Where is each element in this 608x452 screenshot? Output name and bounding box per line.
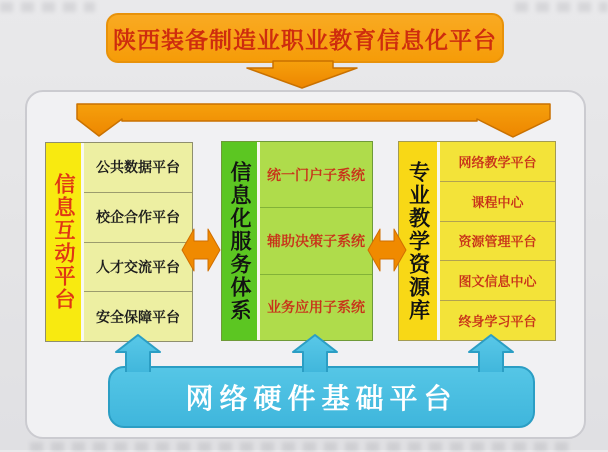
cell-course-center: 课程中心 xyxy=(440,182,555,222)
column-right-cells xyxy=(440,142,555,340)
cell-public-data-platform: 公共数据平台 xyxy=(84,143,192,193)
cell-resource-management-platform: 资源管理平台 xyxy=(440,222,555,262)
column-information-service-system xyxy=(221,141,373,341)
scan-smudge-bottom xyxy=(30,442,575,452)
column-left-cells xyxy=(84,143,192,341)
cell-decision-support-subsystem: 辅助决策子系统 xyxy=(260,208,372,274)
column-left-vertical-label: 信息互动平台 xyxy=(46,143,81,341)
column-right-vertical-label: 专业教学资源库 xyxy=(399,142,437,340)
cell-school-enterprise-platform: 校企合作平台 xyxy=(84,193,192,243)
column-middle-cells xyxy=(260,142,372,340)
title-banner-label: 陕西装备制造业职业教育信息化平台 xyxy=(113,27,497,54)
column-information-interaction xyxy=(45,142,193,342)
cell-business-application-subsystem: 业务应用子系统 xyxy=(267,300,365,317)
title-banner xyxy=(106,13,504,63)
scan-smudge-top-right xyxy=(515,2,608,12)
network-hardware-base-label: 网络硬件基础平台 xyxy=(185,382,458,415)
scan-smudge-top-left xyxy=(0,2,95,12)
cell-unified-portal-subsystem: 统一门户子系统 xyxy=(260,142,372,208)
cell-talent-exchange-platform: 人才交流平台 xyxy=(84,243,192,293)
cell-image-text-info-center: 图文信息中心 xyxy=(440,261,555,301)
column-middle-vertical-label: 信息化服务体系 xyxy=(222,142,257,340)
network-hardware-base-bar xyxy=(108,366,535,428)
cell-online-teaching-platform: 网络教学平台 xyxy=(440,142,555,182)
column-teaching-resource-library xyxy=(398,141,556,341)
banner-down-arrow-icon xyxy=(247,61,357,88)
cell-security-platform: 安全保障平台 xyxy=(96,309,180,326)
cell-lifelong-learning-platform: 终身学习平台 xyxy=(458,315,537,331)
